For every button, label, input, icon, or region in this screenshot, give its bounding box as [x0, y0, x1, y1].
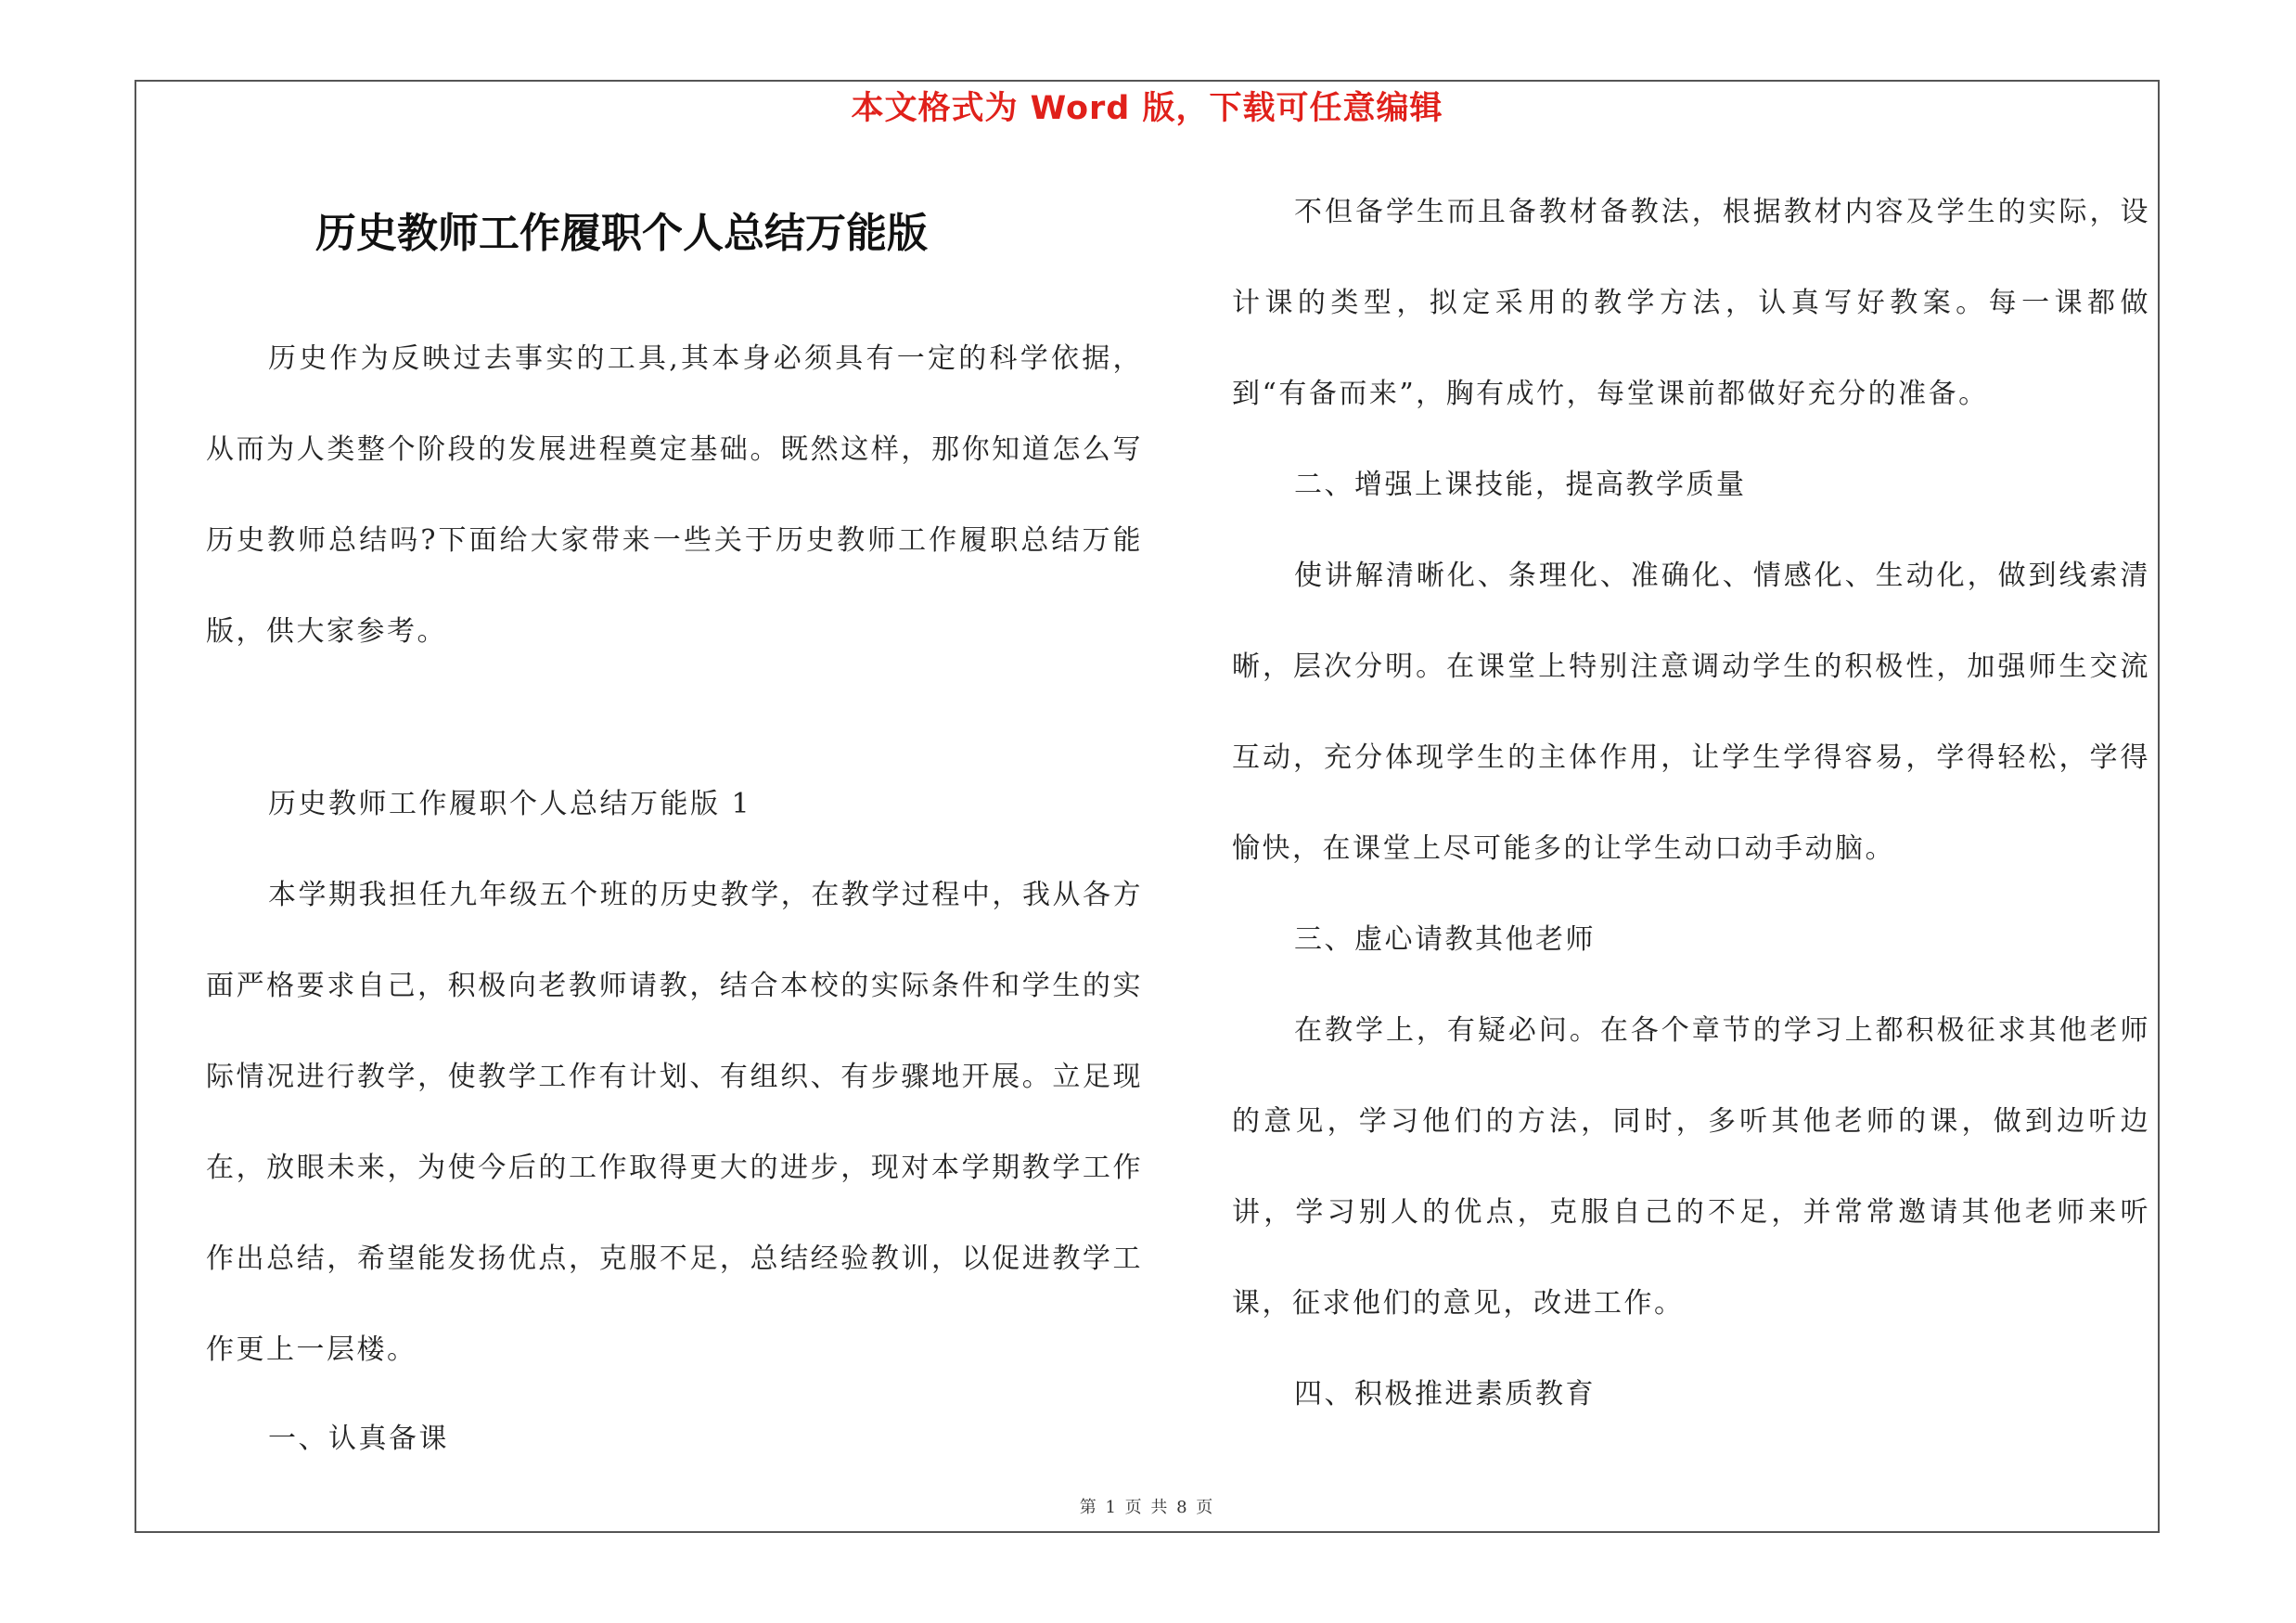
- page-number-footer: 第 1 页 共 8 页: [1079, 1498, 1215, 1517]
- heading-teaching-skills: 二、增强上课技能，提高教学质量: [1294, 469, 1747, 501]
- word-format-banner: 本文格式为 Word 版，下载可任意编辑: [851, 90, 1443, 127]
- body-paragraph: 本学期我担任九年级五个班的历史教学，在教学过程中，我从各方面严格要求自己，积极向老教师请教，结合本校的实际条件和学生的实际情况进行教学，使教学工作有计划、有组织、有步骤地开展。立足现在，放眼未来，为使今后的工作取得更大的进步，现对本学期教学工作作出总结，希望能发扬优点，克服不足，总结经验教训，以促进教学工作更上一层楼。: [206, 879, 1143, 1366]
- heading-quality-education: 四、积极推进素质教育: [1294, 1378, 1596, 1410]
- document-title: 历史教师工作履职个人总结万能版: [315, 210, 928, 257]
- heading-consult-teachers: 三、虚心请教其他老师: [1294, 923, 1596, 956]
- intro-paragraph: 历史作为反映过去事实的工具,其本身必须具有一定的科学依据，从而为人类整个阶段的发展进程奠定基础。既然这样，那你知道怎么写历史教师总结吗?下面给大家带来一些关于历史教师工作履职总结万能版，供大家参考。: [206, 342, 1143, 648]
- heading-prepare-lessons: 一、认真备课: [268, 1423, 449, 1455]
- body-paragraph: 不但备学生而且备教材备教法，根据教材内容及学生的实际，设计课的类型，拟定采用的教学方法，认真写好教案。每一课都做到“有备而来”，胸有成竹，每堂课前都做好充分的准备。: [1232, 196, 2150, 410]
- body-paragraph: 在教学上，有疑必问。在各个章节的学习上都积极征求其他老师的意见，学习他们的方法，同时，多听其他老师的课，做到边听边讲，学习别人的优点，克服自己的不足，并常常邀请其他老师来听课，征求他们的意见，改进工作。: [1232, 1014, 2150, 1320]
- section-title: 历史教师工作履职个人总结万能版 1: [268, 788, 752, 820]
- body-paragraph: 使讲解清晰化、条理化、准确化、情感化、生动化，做到线索清晰，层次分明。在课堂上特别注意调动学生的积极性，加强师生交流互动，充分体现学生的主体作用，让学生学得容易，学得轻松，学得愉快，在课堂上尽可能多的让学生动口动手动脑。: [1232, 560, 2150, 865]
